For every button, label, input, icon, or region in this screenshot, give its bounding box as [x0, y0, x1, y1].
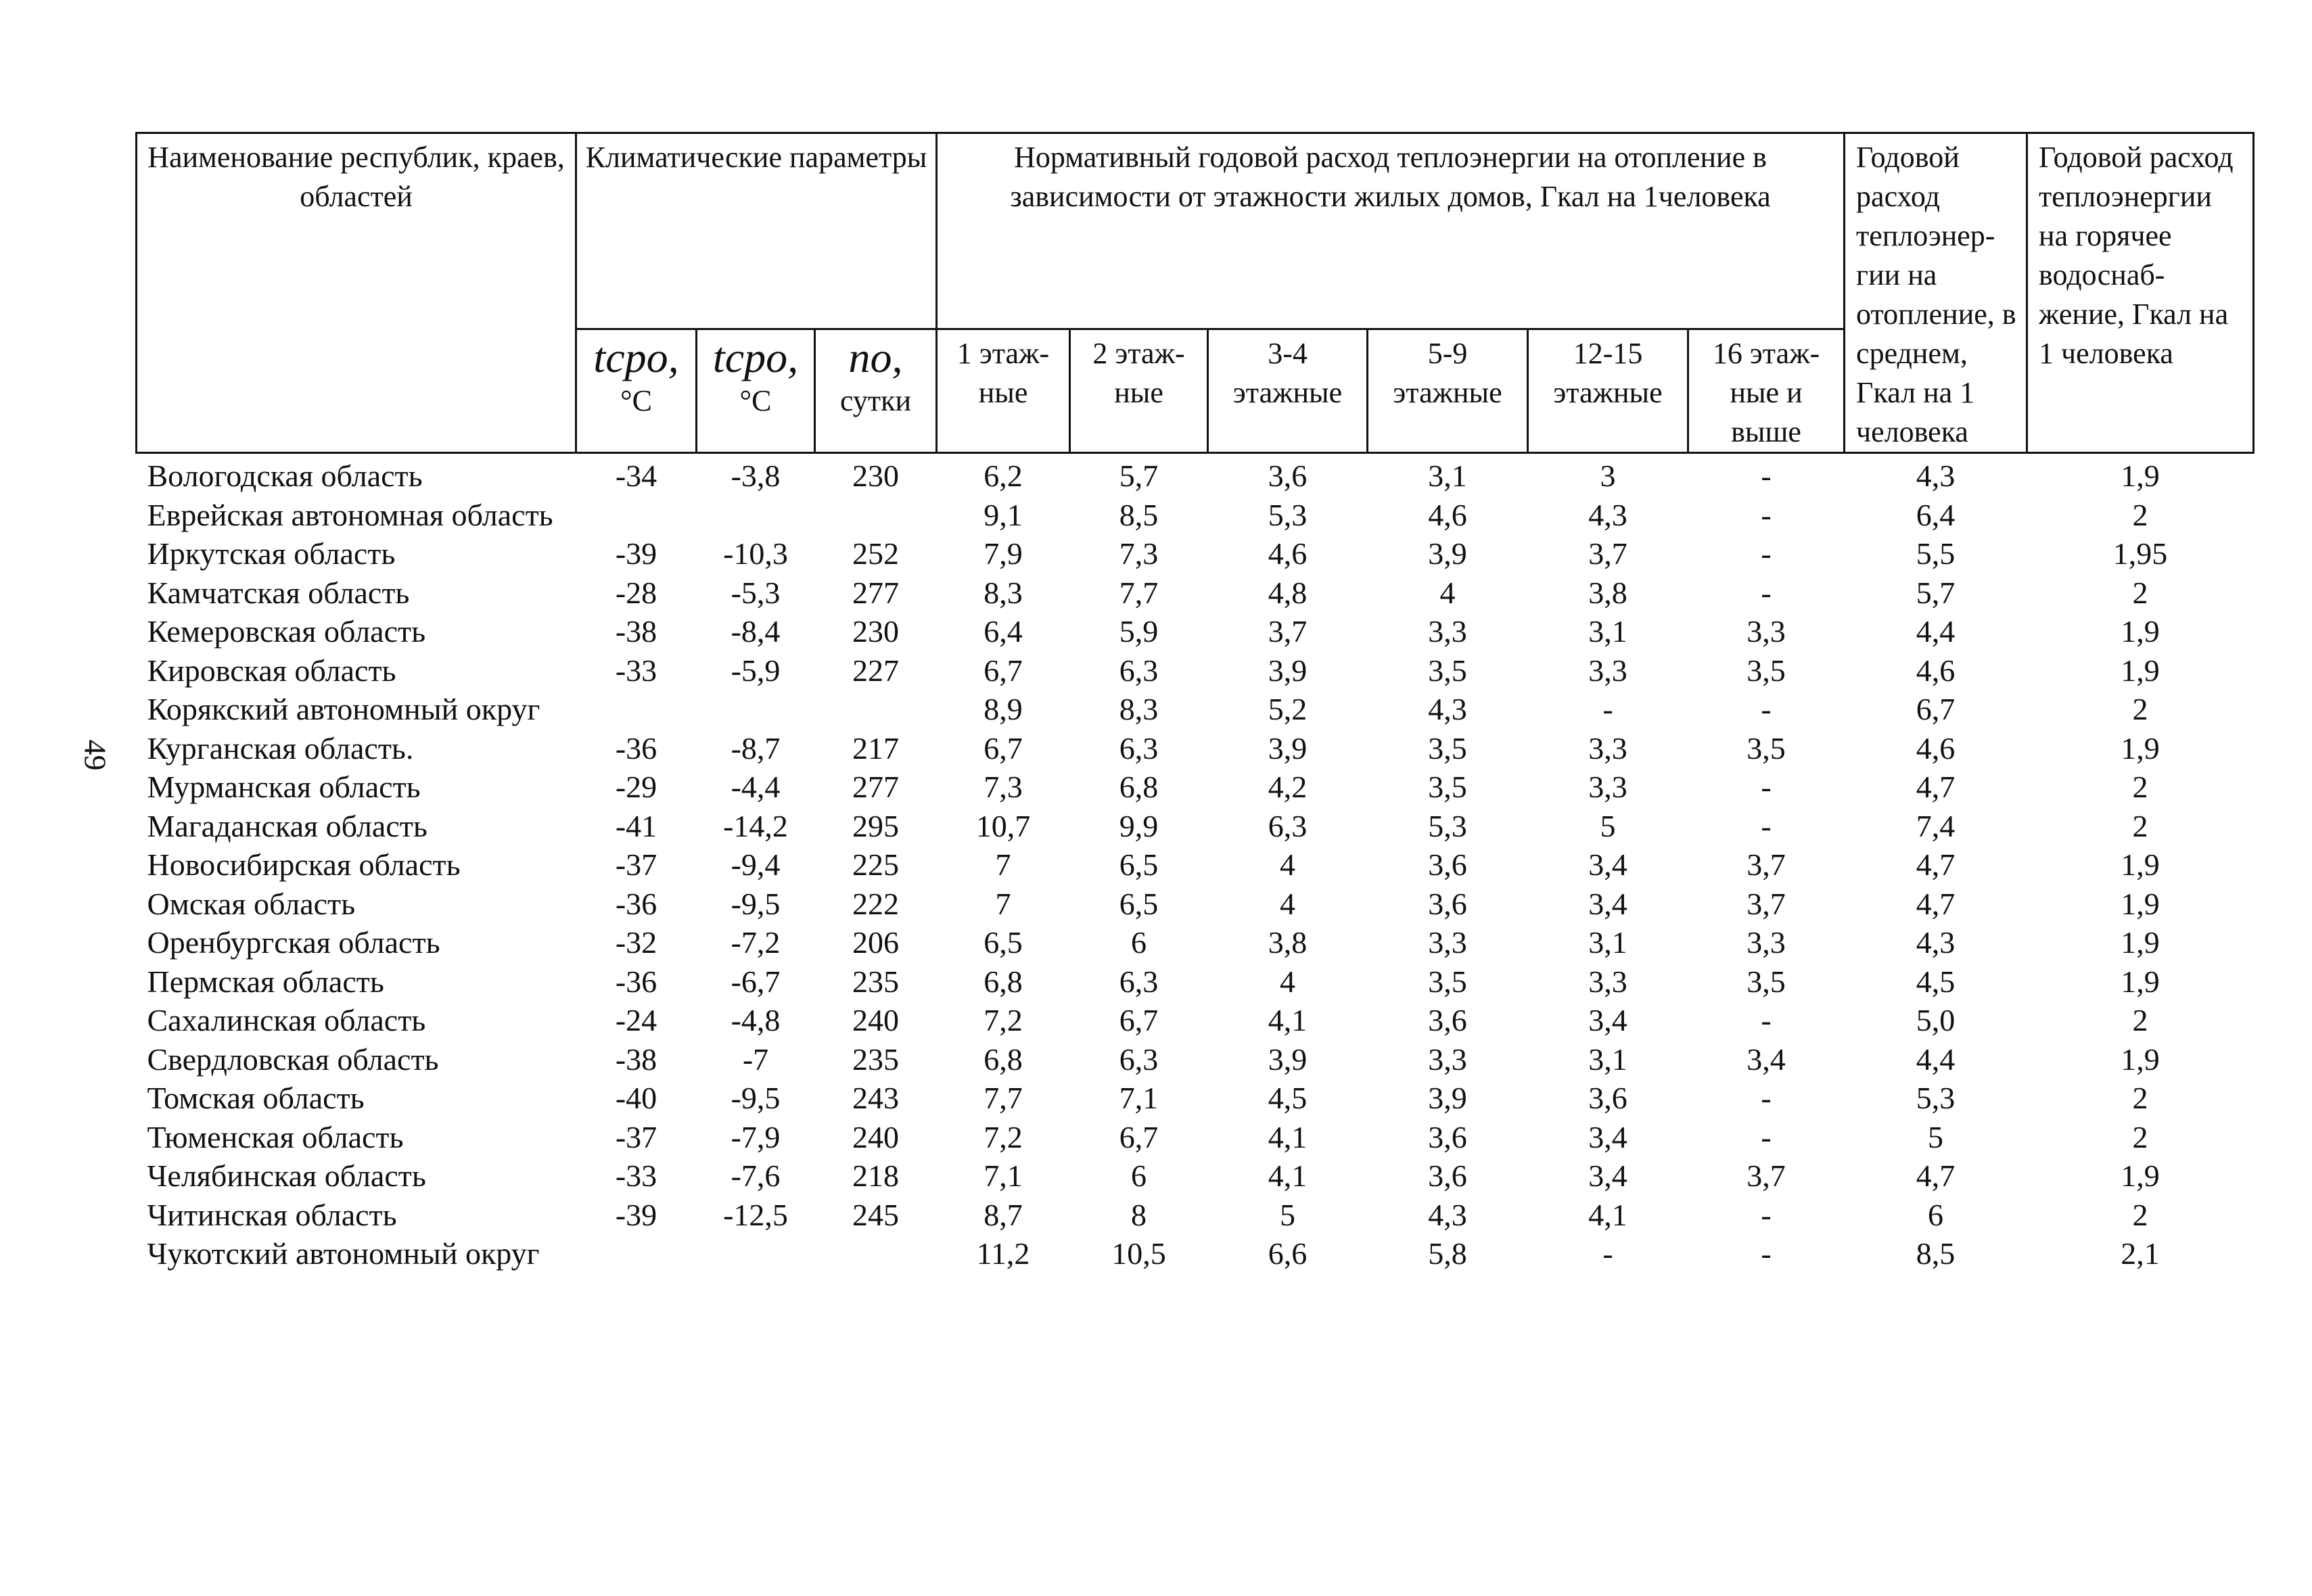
floors-1-cell: 6,2 — [984, 459, 1023, 493]
floors-5-9-cell: 3,5 — [1428, 770, 1467, 804]
t-cpo-1-cell: -28 — [615, 575, 657, 610]
floors-12-15-cell: 3,1 — [1588, 925, 1627, 960]
floors-3-4-cell: 3,9 — [1268, 653, 1308, 688]
floors-12-15-cell: 3,6 — [1588, 1081, 1627, 1115]
n-o-cell — [815, 1234, 937, 1273]
annual-heating-cell: 6 — [1928, 1197, 1944, 1232]
annual-hot-water-cell: 1,9 — [2121, 847, 2160, 882]
floors-12-15-cell: 5 — [1600, 808, 1616, 843]
region-name-cell: Еврейская автономная область — [147, 497, 553, 532]
floors-2-cell: 10,5 — [1111, 1236, 1166, 1271]
floors-5-9-cell: 3,5 — [1428, 964, 1467, 999]
t-cpo-2-cell: -12,5 — [723, 1197, 788, 1232]
n-o-cell: 235 — [852, 964, 900, 999]
n-o-cell: 277 — [852, 575, 900, 610]
table-row — [137, 651, 2254, 690]
floors-2-cell: 6,5 — [1119, 886, 1159, 921]
floors-5-9-cell: 3,6 — [1428, 847, 1467, 882]
n-o-cell: 295 — [852, 808, 900, 843]
header-floors-5-9: 5-9 этажные — [1368, 329, 1528, 452]
n-o-unit: сутки — [839, 383, 912, 417]
table-row — [137, 1040, 2254, 1079]
t-cpo-1-cell — [576, 496, 697, 535]
floors-16-cell: 3,5 — [1747, 964, 1786, 999]
region-name-cell: Сахалинская область — [147, 1003, 426, 1037]
floors-5-9-cell: 5,8 — [1428, 1236, 1467, 1271]
annual-hot-water-cell: 1,9 — [2121, 1041, 2160, 1077]
floors-2-cell: 6,3 — [1119, 653, 1159, 688]
region-name-cell: Читинская область — [147, 1197, 397, 1232]
t-cpo-1-cell: -36 — [615, 886, 657, 921]
n-o-cell: 235 — [852, 1041, 900, 1077]
floors-12-15-cell: 3,3 — [1588, 653, 1627, 688]
region-name-cell: Вологодская область — [147, 459, 423, 493]
header-climate-params: Климатические параметры — [576, 133, 937, 329]
table-row — [137, 923, 2254, 962]
region-name-cell: Магаданская область — [147, 808, 427, 843]
n-o-cell: 240 — [852, 1003, 900, 1037]
t-cpo-1-cell: -38 — [615, 614, 657, 649]
floors-5-9-cell: 3,3 — [1428, 925, 1467, 960]
region-name-cell: Иркутская область — [147, 536, 396, 571]
floors-12-15-cell: 3,3 — [1588, 770, 1627, 804]
annual-heating-cell: 5,5 — [1916, 536, 1956, 571]
floors-5-9-cell: 5,3 — [1428, 808, 1467, 843]
floors-5-9-cell: 3,5 — [1428, 730, 1467, 766]
table-header — [137, 133, 2254, 453]
header-floors-12-15: 12-15 этажные — [1528, 329, 1688, 452]
t-cpo-2-cell: -9,4 — [731, 847, 781, 882]
floors-12-15-cell: 3 — [1600, 459, 1616, 493]
floors-1-cell: 8,7 — [984, 1197, 1023, 1232]
floors-3-4-cell: 3,6 — [1268, 459, 1308, 493]
n-o-cell: 230 — [852, 614, 900, 649]
annual-heating-cell: 4,7 — [1916, 770, 1956, 804]
n-o-cell: 245 — [852, 1197, 900, 1232]
annual-hot-water-cell: 2 — [2132, 575, 2148, 610]
annual-heating-cell: 4,6 — [1916, 653, 1956, 688]
table-row — [137, 962, 2254, 1002]
floors-2-cell: 8 — [1131, 1197, 1147, 1232]
t-cpo-1-cell: -38 — [615, 1041, 657, 1077]
table-body — [137, 453, 2254, 1273]
t-cpo-1-cell: -24 — [615, 1003, 657, 1037]
annual-heating-cell: 4,3 — [1916, 925, 1956, 960]
annual-heating-cell: 5 — [1928, 1119, 1944, 1154]
floors-16-cell: 3,5 — [1747, 730, 1786, 766]
floors-1-cell: 7 — [995, 886, 1011, 921]
annual-hot-water-cell: 1,95 — [2112, 536, 2168, 571]
region-name-cell: Свердловская область — [147, 1041, 439, 1077]
floors-3-4-cell: 4,1 — [1268, 1158, 1308, 1193]
floors-12-15-cell: 3,4 — [1588, 1158, 1627, 1193]
annual-hot-water-cell: 2,1 — [2121, 1236, 2160, 1271]
annual-hot-water-cell: 1,9 — [2121, 614, 2160, 649]
annual-hot-water-cell: 1,9 — [2121, 886, 2160, 921]
t-cpo-1-cell: -36 — [615, 964, 657, 999]
floors-5-9-cell: 3,6 — [1428, 1003, 1467, 1037]
floors-5-9-cell: 3,1 — [1428, 459, 1467, 493]
heat-consumption-table — [135, 132, 2255, 1273]
floors-2-cell: 6,3 — [1119, 730, 1159, 766]
floors-5-9-cell: 3,5 — [1428, 653, 1467, 688]
header-floors-1: 1 этаж-ные — [937, 329, 1070, 452]
region-name-cell: Омская область — [147, 886, 356, 921]
t-cpo-1-cell: -41 — [615, 808, 657, 843]
annual-heating-cell: 5,0 — [1916, 1003, 1956, 1037]
annual-heating-cell: 8,5 — [1916, 1236, 1956, 1271]
annual-hot-water-cell: 2 — [2132, 497, 2148, 532]
annual-heating-cell: 6,4 — [1916, 497, 1956, 532]
table-row — [137, 612, 2254, 651]
annual-hot-water-cell: 2 — [2132, 808, 2148, 843]
header-annual-hot-water: Годовой расход теплоэнергии на горячее водоснаб-жение, Гкал на 1 человека — [2027, 133, 2254, 453]
floors-2-cell: 6,7 — [1119, 1003, 1159, 1037]
table-row — [137, 807, 2254, 846]
floors-3-4-cell: 3,7 — [1268, 614, 1308, 649]
header-t-cpo-1 — [576, 329, 697, 452]
floors-1-cell: 10,7 — [975, 808, 1031, 843]
n-o-cell — [815, 496, 937, 535]
annual-hot-water-cell: 2 — [2132, 1119, 2148, 1154]
floors-1-cell: 8,9 — [984, 692, 1023, 726]
t-cpo-2-cell: -7 — [742, 1041, 769, 1077]
region-name-cell: Оренбургская область — [147, 925, 440, 960]
floors-3-4-cell: 5,3 — [1268, 497, 1308, 532]
floors-1-cell: 6,8 — [984, 1041, 1023, 1077]
floors-5-9-cell: 3,9 — [1428, 536, 1467, 571]
annual-heating-cell: 4,7 — [1916, 1158, 1956, 1193]
floors-2-cell: 6,3 — [1119, 964, 1159, 999]
floors-16-cell: 3,5 — [1747, 653, 1786, 688]
floors-3-4-cell: 3,9 — [1268, 1041, 1308, 1077]
t-cpo-1-cell: -34 — [615, 459, 657, 493]
t-cpo-2-cell: -8,4 — [731, 614, 781, 649]
floors-1-cell: 7,1 — [984, 1158, 1023, 1193]
n-o-cell: 206 — [852, 925, 900, 960]
annual-heating-cell: 4,7 — [1916, 886, 1956, 921]
document-sheet — [135, 132, 2252, 1273]
region-name-cell: Кемеровская область — [147, 614, 426, 649]
floors-3-4-cell: 4,6 — [1268, 536, 1308, 571]
annual-hot-water-cell: 1,9 — [2121, 1158, 2160, 1193]
floors-12-15-cell: 3,4 — [1588, 847, 1627, 882]
floors-3-4-cell: 4 — [1280, 886, 1296, 921]
floors-12-15-cell: 4,3 — [1588, 497, 1627, 532]
floors-5-9-cell: 4,6 — [1428, 497, 1467, 532]
t-cpo-2-cell: -4,4 — [731, 770, 781, 804]
t-cpo-unit: °C — [739, 383, 772, 417]
region-name-cell: Новосибирская область — [147, 847, 461, 882]
floors-16-cell: 3,3 — [1747, 614, 1786, 649]
n-o-cell: 240 — [852, 1119, 900, 1154]
floors-2-cell: 5,7 — [1119, 459, 1159, 493]
floors-2-cell: 6 — [1131, 925, 1147, 960]
floors-12-15-cell: 3,4 — [1588, 886, 1627, 921]
t-cpo-2-cell: -5,3 — [731, 575, 781, 610]
table-row — [137, 1079, 2254, 1118]
floors-1-cell: 6,8 — [984, 964, 1023, 999]
floors-16-cell: - — [1761, 459, 1772, 493]
floors-1-cell: 8,3 — [984, 575, 1023, 610]
floors-3-4-cell: 6,3 — [1268, 808, 1308, 843]
t-cpo-1-cell: -39 — [615, 1197, 657, 1232]
floors-5-9-cell: 4 — [1439, 575, 1456, 610]
annual-hot-water-cell: 2 — [2132, 1003, 2148, 1037]
floors-2-cell: 8,3 — [1119, 692, 1159, 726]
floors-16-cell: - — [1761, 692, 1772, 726]
n-o-symbol: nо, — [848, 333, 903, 381]
floors-16-cell: 3,7 — [1747, 886, 1786, 921]
floors-5-9-cell: 3,3 — [1428, 1041, 1467, 1077]
floors-3-4-cell: 4,1 — [1268, 1003, 1308, 1037]
floors-12-15-cell: - — [1602, 1236, 1613, 1271]
t-cpo-1-cell: -29 — [615, 770, 657, 804]
header-region-name: Наименование республик, краев, областей — [137, 133, 576, 453]
t-cpo-unit: °C — [620, 383, 652, 417]
table-row — [137, 496, 2254, 535]
annual-heating-cell: 4,5 — [1916, 964, 1956, 999]
region-name-cell: Корякский автономный округ — [147, 692, 540, 726]
floors-2-cell: 6,5 — [1119, 847, 1159, 882]
floors-2-cell: 7,7 — [1119, 575, 1159, 610]
n-o-cell: 252 — [852, 536, 900, 571]
n-o-cell: 230 — [852, 459, 900, 493]
region-name-cell: Курганская область. — [147, 730, 414, 766]
floors-1-cell: 7,9 — [984, 536, 1023, 571]
t-cpo-2-cell: -14,2 — [723, 808, 788, 843]
annual-hot-water-cell: 1,9 — [2121, 925, 2160, 960]
floors-2-cell: 7,3 — [1119, 536, 1159, 571]
floors-5-9-cell: 3,6 — [1428, 1158, 1467, 1193]
t-cpo-2-cell: -6,7 — [731, 964, 781, 999]
header-t-cpo-2 — [697, 329, 815, 452]
t-cpo-1-cell — [576, 690, 697, 729]
n-o-cell: 277 — [852, 770, 900, 804]
floors-2-cell: 6,8 — [1119, 770, 1159, 804]
floors-12-15-cell: 3,3 — [1588, 964, 1627, 999]
floors-5-9-cell: 4,3 — [1428, 692, 1467, 726]
annual-heating-cell: 4,4 — [1916, 1041, 1956, 1077]
t-cpo-2-cell — [697, 496, 815, 535]
floors-1-cell: 7,7 — [984, 1081, 1023, 1115]
n-o-cell: 217 — [852, 730, 900, 766]
floors-12-15-cell: 4,1 — [1588, 1197, 1627, 1232]
t-cpo-1-cell: -33 — [615, 1158, 657, 1193]
floors-5-9-cell: 3,6 — [1428, 886, 1467, 921]
annual-heating-cell: 5,7 — [1916, 575, 1956, 610]
annual-hot-water-cell: 2 — [2132, 770, 2148, 804]
floors-5-9-cell: 3,6 — [1428, 1119, 1467, 1154]
floors-16-cell: 3,7 — [1747, 847, 1786, 882]
t-cpo-2-cell: -5,9 — [731, 653, 781, 688]
table-row — [137, 1196, 2254, 1235]
header-floors-3-4: 3-4 этажные — [1208, 329, 1368, 452]
annual-hot-water-cell: 1,9 — [2121, 964, 2160, 999]
n-o-cell: 225 — [852, 847, 900, 882]
floors-3-4-cell: 6,6 — [1268, 1236, 1308, 1271]
table-row — [137, 1118, 2254, 1157]
floors-12-15-cell: 3,4 — [1588, 1119, 1627, 1154]
t-cpo-1-cell: -32 — [615, 925, 657, 960]
annual-hot-water-cell: 1,9 — [2121, 459, 2160, 493]
floors-1-cell: 11,2 — [976, 1236, 1030, 1271]
t-cpo-1-cell: -39 — [615, 536, 657, 571]
t-cpo-1-cell: -36 — [615, 730, 657, 766]
floors-12-15-cell: 3,1 — [1588, 614, 1627, 649]
t-cpo-2-cell: -7,9 — [731, 1119, 781, 1154]
floors-12-15-cell: - — [1602, 692, 1613, 726]
floors-1-cell: 6,5 — [984, 925, 1023, 960]
annual-heating-cell: 4,7 — [1916, 847, 1956, 882]
t-cpo-2-cell: -9,5 — [731, 886, 781, 921]
region-name-cell: Чукотский автономный округ — [147, 1236, 540, 1271]
floors-1-cell: 7,2 — [984, 1119, 1023, 1154]
annual-heating-cell: 6,7 — [1916, 692, 1956, 726]
n-o-cell: 222 — [852, 886, 900, 921]
floors-2-cell: 9,9 — [1119, 808, 1159, 843]
header-floors-16: 16 этаж-ные и выше — [1688, 329, 1845, 452]
floors-2-cell: 6,3 — [1119, 1041, 1159, 1077]
t-cpo-2-cell — [697, 690, 815, 729]
table-row — [137, 885, 2254, 924]
t-cpo-2-cell: -9,5 — [731, 1081, 781, 1115]
floors-3-4-cell: 4 — [1280, 847, 1296, 882]
region-name-cell: Тюменская область — [147, 1119, 404, 1154]
header-floors-2: 2 этаж-ные — [1070, 329, 1208, 452]
t-cpo-2-cell: -8,7 — [731, 730, 781, 766]
floors-1-cell: 6,7 — [984, 653, 1023, 688]
table-row — [137, 534, 2254, 573]
floors-16-cell: - — [1761, 1119, 1772, 1154]
t-cpo-1-cell — [576, 1234, 697, 1273]
annual-hot-water-cell: 1,9 — [2121, 653, 2160, 688]
floors-12-15-cell: 3,3 — [1588, 730, 1627, 766]
annual-heating-cell: 4,6 — [1916, 730, 1956, 766]
table-row — [137, 845, 2254, 885]
floors-3-4-cell: 5 — [1280, 1197, 1296, 1232]
floors-1-cell: 7,3 — [984, 770, 1023, 804]
n-o-cell: 227 — [852, 653, 900, 688]
floors-16-cell: 3,7 — [1747, 1158, 1786, 1193]
table-row — [137, 690, 2254, 729]
t-cpo-2-cell: -7,2 — [731, 925, 781, 960]
t-cpo-2-cell: -4,8 — [731, 1003, 781, 1037]
t-cpo-1-cell: -37 — [615, 847, 657, 882]
floors-1-cell: 9,1 — [984, 497, 1023, 532]
annual-hot-water-cell: 1,9 — [2121, 730, 2160, 766]
floors-3-4-cell: 4,5 — [1268, 1081, 1308, 1115]
floors-16-cell: - — [1761, 770, 1772, 804]
floors-3-4-cell: 4 — [1280, 964, 1296, 999]
floors-3-4-cell: 5,2 — [1268, 692, 1308, 726]
floors-2-cell: 5,9 — [1119, 614, 1159, 649]
n-o-cell — [815, 690, 937, 729]
floors-3-4-cell: 3,9 — [1268, 730, 1308, 766]
floors-1-cell: 6,4 — [984, 614, 1023, 649]
annual-heating-cell: 4,3 — [1916, 459, 1956, 493]
floors-12-15-cell: 3,1 — [1588, 1041, 1627, 1077]
t-cpo-1-cell: -37 — [615, 1119, 657, 1154]
floors-12-15-cell: 3,8 — [1588, 575, 1627, 610]
floors-16-cell: - — [1761, 808, 1772, 843]
floors-12-15-cell: 3,7 — [1588, 536, 1627, 571]
annual-hot-water-cell: 2 — [2132, 1197, 2148, 1232]
floors-5-9-cell: 4,3 — [1428, 1197, 1467, 1232]
floors-2-cell: 8,5 — [1119, 497, 1159, 532]
floors-3-4-cell: 3,8 — [1268, 925, 1308, 960]
table-row — [137, 729, 2254, 768]
region-name-cell: Мурманская область — [147, 770, 421, 804]
floors-2-cell: 6 — [1131, 1158, 1147, 1193]
t-cpo-1-cell: -40 — [615, 1081, 657, 1115]
n-o-cell: 218 — [852, 1158, 900, 1193]
region-name-cell: Томская область — [147, 1081, 365, 1115]
annual-hot-water-cell: 2 — [2132, 692, 2148, 726]
t-cpo-symbol: tсро, — [712, 333, 799, 381]
header-n-o — [815, 329, 937, 452]
table-row — [137, 453, 2254, 496]
header-normative-consumption: Нормативный годовой расход теплоэнергии на отопление в зависимости от этажности жилых домов, Гкал на 1человека — [937, 133, 1845, 329]
floors-16-cell: 3,3 — [1747, 925, 1786, 960]
table-row — [137, 1234, 2254, 1273]
t-cpo-2-cell: -7,6 — [731, 1158, 781, 1193]
floors-5-9-cell: 3,9 — [1428, 1081, 1467, 1115]
page-number: 49 — [78, 739, 113, 771]
floors-1-cell: 7,2 — [984, 1003, 1023, 1037]
floors-1-cell: 6,7 — [984, 730, 1023, 766]
region-name-cell: Пермская область — [147, 964, 384, 999]
floors-16-cell: - — [1761, 497, 1772, 532]
annual-heating-cell: 5,3 — [1916, 1081, 1956, 1115]
t-cpo-2-cell — [697, 1234, 815, 1273]
n-o-cell: 243 — [852, 1081, 900, 1115]
region-name-cell: Камчатская область — [147, 575, 410, 610]
annual-heating-cell: 4,4 — [1916, 614, 1956, 649]
floors-1-cell: 7 — [995, 847, 1011, 882]
floors-16-cell: - — [1761, 575, 1772, 610]
t-cpo-symbol: tсро, — [593, 333, 679, 381]
region-name-cell: Кировская область — [147, 653, 396, 688]
table-row — [137, 1156, 2254, 1196]
floors-2-cell: 7,1 — [1119, 1081, 1159, 1115]
annual-heating-cell: 7,4 — [1916, 808, 1956, 843]
floors-16-cell: - — [1761, 1081, 1772, 1115]
floors-16-cell: 3,4 — [1747, 1041, 1786, 1077]
floors-12-15-cell: 3,4 — [1588, 1003, 1627, 1037]
floors-16-cell: - — [1761, 536, 1772, 571]
floors-16-cell: - — [1761, 1197, 1772, 1232]
t-cpo-2-cell: -10,3 — [723, 536, 788, 571]
table-row — [137, 1001, 2254, 1040]
floors-3-4-cell: 4,2 — [1268, 770, 1308, 804]
floors-2-cell: 6,7 — [1119, 1119, 1159, 1154]
region-name-cell: Челябинская область — [147, 1158, 426, 1193]
t-cpo-2-cell: -3,8 — [731, 459, 781, 493]
floors-3-4-cell: 4,1 — [1268, 1119, 1308, 1154]
floors-16-cell: - — [1761, 1236, 1772, 1271]
t-cpo-1-cell: -33 — [615, 653, 657, 688]
annual-hot-water-cell: 2 — [2132, 1081, 2148, 1115]
table-row — [137, 768, 2254, 807]
floors-5-9-cell: 3,3 — [1428, 614, 1467, 649]
floors-16-cell: - — [1761, 1003, 1772, 1037]
floors-3-4-cell: 4,8 — [1268, 575, 1308, 610]
table-row — [137, 573, 2254, 613]
header-annual-heating: Годовой расход теплоэнер-гии на отопление, в среднем, Гкал на 1 человека — [1845, 133, 2027, 453]
